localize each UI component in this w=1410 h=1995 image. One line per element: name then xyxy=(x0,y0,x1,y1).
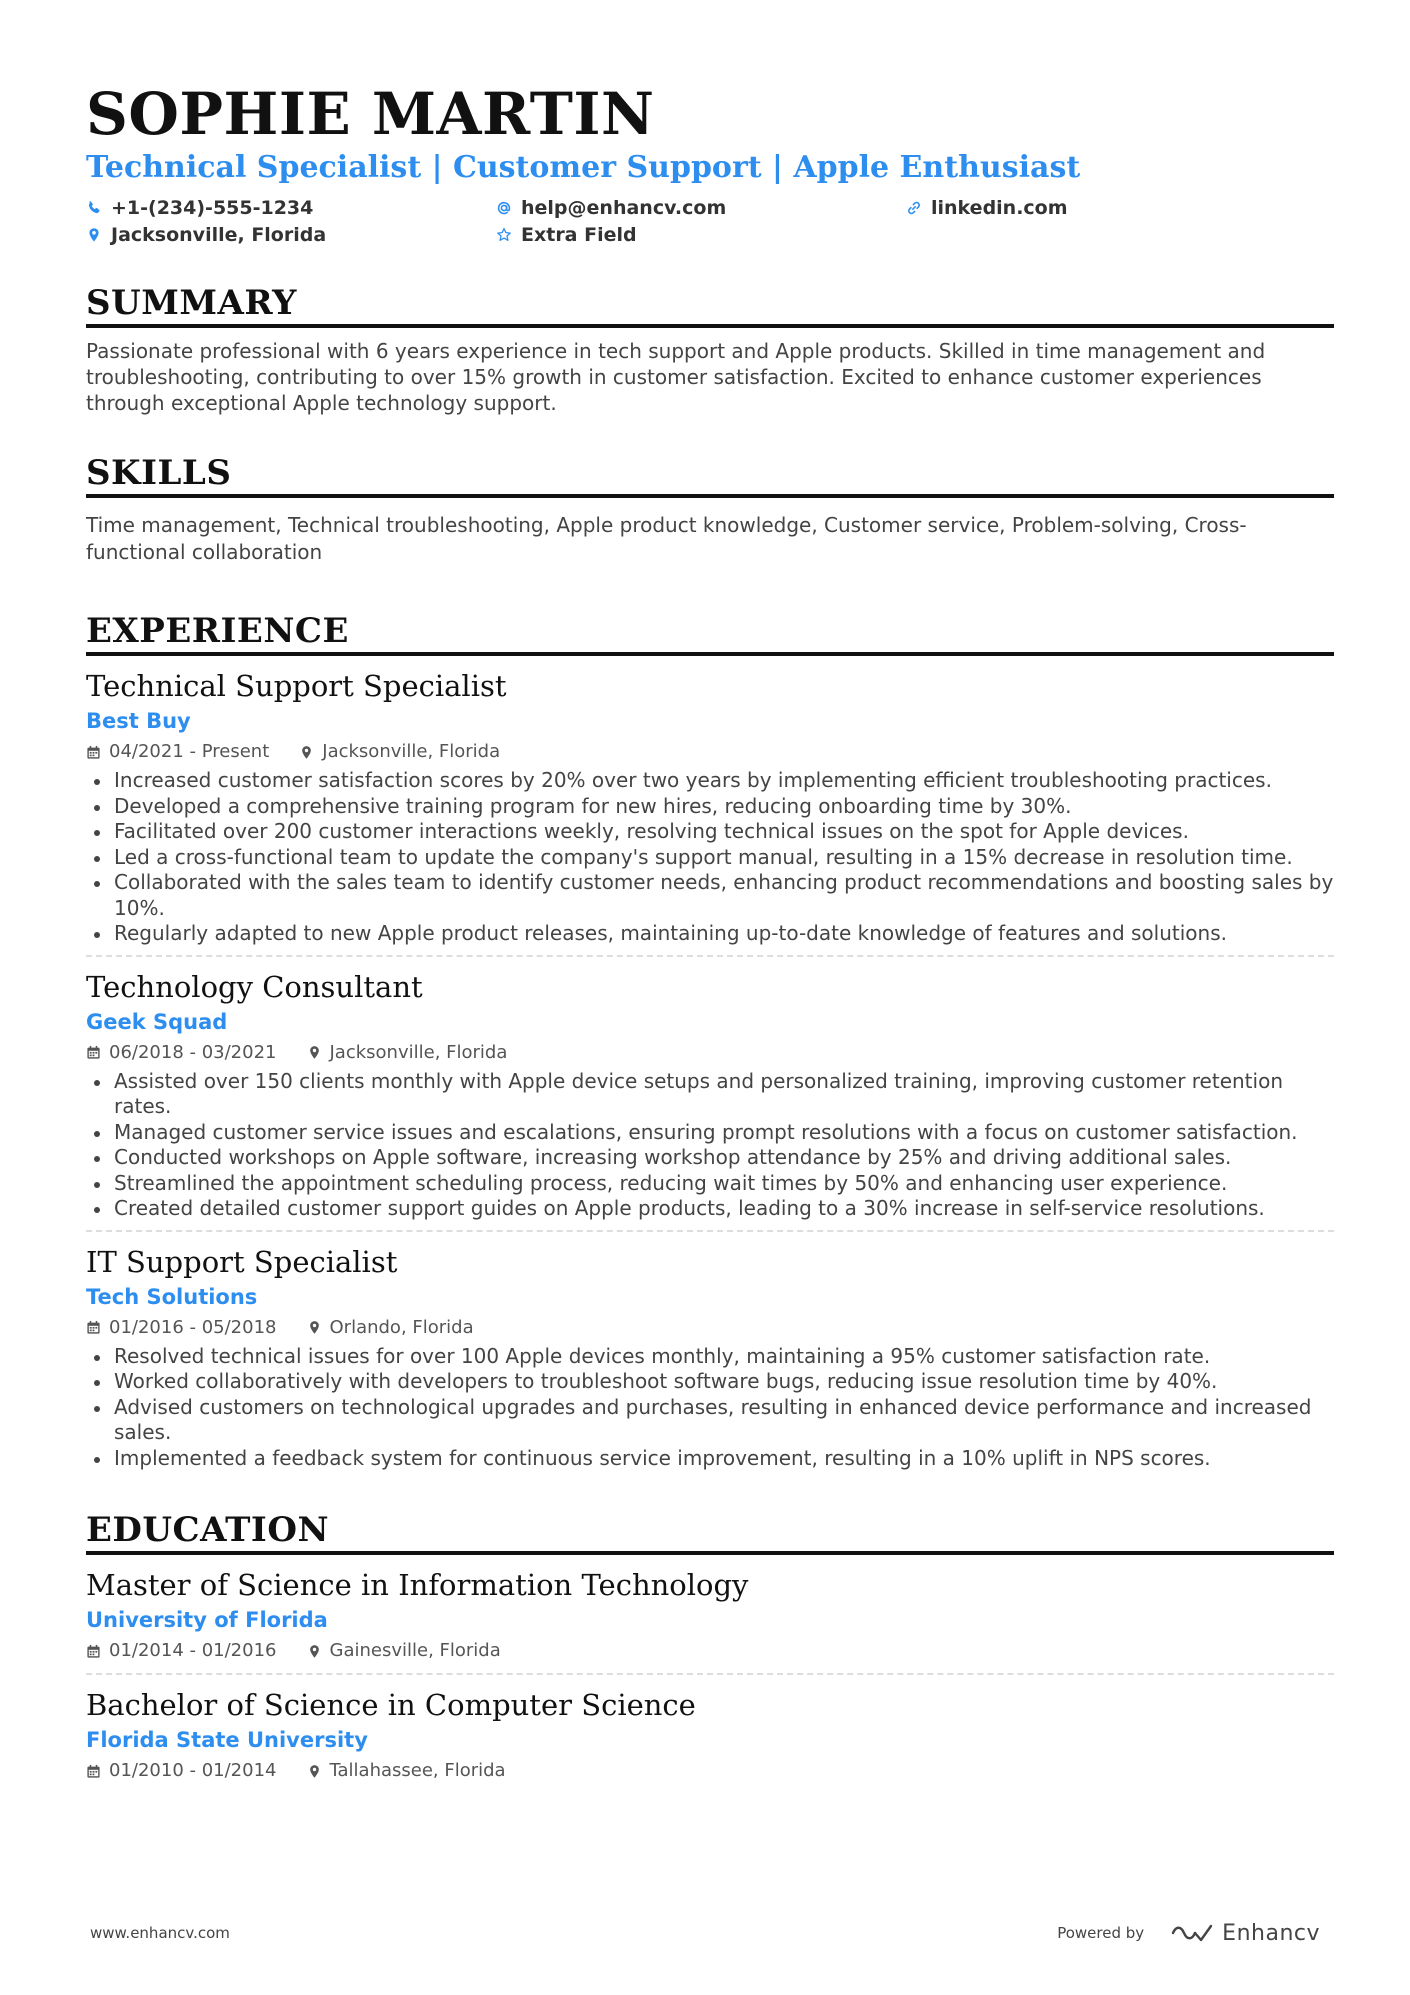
list-item: Managed customer service issues and escalations, ensuring prompt resolutions with a focus on customer satisfaction. xyxy=(86,1120,1334,1146)
education-entry xyxy=(86,1567,1334,1675)
phone-icon xyxy=(86,200,102,216)
skills-title: SKILLS xyxy=(86,452,1334,498)
enhancv-logo[interactable] xyxy=(1170,1921,1320,1946)
education-dates xyxy=(86,1757,277,1785)
job-dates-text: 04/2021 - Present xyxy=(109,741,270,762)
calendar-icon xyxy=(86,1764,101,1779)
education-location xyxy=(307,1637,501,1665)
contact-phone[interactable] xyxy=(86,197,496,219)
resume-content xyxy=(86,78,1334,1793)
skills-section xyxy=(86,452,1334,566)
education-location xyxy=(307,1757,506,1785)
contact-row-2 xyxy=(86,221,1334,248)
contact-linkedin-text: linkedin.com xyxy=(931,196,1068,219)
job-meta xyxy=(86,1314,1334,1342)
contact-email-text: help@enhancv.com xyxy=(521,196,727,219)
map-pin-icon xyxy=(307,1764,322,1779)
list-item: Collaborated with the sales team to identify customer needs, enhancing product recommendations and boosting sales by 10%. xyxy=(86,870,1334,921)
star-icon xyxy=(496,227,512,243)
job-location-text: Jacksonville, Florida xyxy=(322,741,501,762)
candidate-headline: Technical Specialist | Customer Support | Apple Enthusiast xyxy=(86,150,1081,185)
summary-text: Passionate professional with 6 years experience in tech support and Apple products. Skilled in time management and troubleshooting, contributing to over 15% growth in customer satisfaction. Excited to enhance customer experiences through exceptional Apple technology support. xyxy=(86,339,1266,415)
resume-header xyxy=(86,78,1334,248)
list-item: Implemented a feedback system for continuous service improvement, resulting in a 10% uplift in NPS scores. xyxy=(86,1446,1334,1472)
job-location xyxy=(307,1039,508,1067)
education-location-text: Gainesville, Florida xyxy=(329,1640,501,1661)
list-item: Worked collaboratively with developers to troubleshoot software bugs, reducing issue resolution time by 40%. xyxy=(86,1369,1334,1395)
calendar-icon xyxy=(86,1644,101,1659)
job-bullets xyxy=(86,1069,1334,1222)
enhancv-logo-icon xyxy=(1170,1922,1214,1944)
job-location xyxy=(307,1314,474,1342)
contact-email[interactable] xyxy=(496,197,906,219)
degree-title: Master of Science in Information Technology xyxy=(86,1568,749,1602)
job-bullets xyxy=(86,768,1334,947)
job-bullets xyxy=(86,1344,1334,1472)
list-item: Assisted over 150 clients monthly with Apple device setups and personalized training, improving customer retention rates. xyxy=(86,1069,1334,1120)
degree-title: Bachelor of Science in Computer Science xyxy=(86,1688,696,1722)
job-meta xyxy=(86,738,1334,766)
job-title: Technical Support Specialist xyxy=(86,669,507,703)
job-company: Best Buy xyxy=(86,709,191,733)
experience-entry xyxy=(86,668,1334,957)
job-title: Technology Consultant xyxy=(86,969,423,1004)
job-company: Geek Squad xyxy=(86,1009,228,1034)
list-item: Led a cross-functional team to update the company's support manual, resulting in a 15% decrease in resolution time. xyxy=(86,845,1334,871)
calendar-icon xyxy=(86,745,101,760)
link-icon xyxy=(906,200,922,216)
at-icon xyxy=(496,200,512,216)
experience-section xyxy=(86,610,1334,1479)
contact-location xyxy=(86,224,496,246)
experience-title: EXPERIENCE xyxy=(86,610,1334,656)
map-pin-icon xyxy=(299,745,314,760)
skills-text: Time management, Technical troubleshooting, Apple product knowledge, Customer service, Problem-solving, Cross-functional collaboration xyxy=(86,513,1247,564)
list-item: Facilitated over 200 customer interactions weekly, resolving technical issues on the spot for Apple devices. xyxy=(86,819,1334,845)
map-pin-icon xyxy=(307,1320,322,1335)
education-location-text: Tallahassee, Florida xyxy=(329,1760,506,1781)
school-name: University of Florida xyxy=(86,1608,328,1632)
education-dates-text: 01/2014 - 01/2016 xyxy=(109,1640,277,1661)
contact-phone-text: +1-(234)-555-1234 xyxy=(111,196,314,219)
candidate-name: SOPHIE MARTIN xyxy=(86,80,655,148)
job-title: IT Support Specialist xyxy=(86,1244,398,1279)
job-dates-text: 06/2018 - 03/2021 xyxy=(109,1041,277,1063)
experience-entry xyxy=(86,969,1334,1232)
map-pin-icon xyxy=(307,1644,322,1659)
footer-brand xyxy=(1057,1921,1320,1946)
education-entry xyxy=(86,1687,1334,1793)
summary-title: SUMMARY xyxy=(86,282,1334,328)
list-item: Created detailed customer support guides on Apple products, leading to a 30% increase in self-service resolutions. xyxy=(86,1196,1334,1222)
contact-row-1 xyxy=(86,194,1334,221)
experience-entry xyxy=(86,1244,1334,1480)
calendar-icon xyxy=(86,1320,101,1335)
job-dates xyxy=(86,738,269,766)
enhancv-logo-text: Enhancv xyxy=(1222,1920,1320,1946)
job-dates-text: 01/2016 - 05/2018 xyxy=(109,1316,277,1338)
list-item: Regularly adapted to new Apple product releases, maintaining up-to-date knowledge of features and solutions. xyxy=(86,921,1334,947)
contact-extra-text: Extra Field xyxy=(521,223,637,246)
page-footer xyxy=(90,1918,1320,1948)
education-dates-text: 01/2010 - 01/2014 xyxy=(109,1760,277,1781)
list-item: Increased customer satisfaction scores by 20% over two years by implementing efficient troubleshooting practices. xyxy=(86,768,1334,794)
contact-info xyxy=(86,194,1334,248)
education-meta xyxy=(86,1637,1334,1665)
job-dates xyxy=(86,1039,277,1067)
summary-section xyxy=(86,282,1334,416)
list-item: Advised customers on technological upgrades and purchases, resulting in enhanced device performance and increased sales. xyxy=(86,1395,1334,1446)
list-item: Developed a comprehensive training program for new hires, reducing onboarding time by 30%. xyxy=(86,794,1334,820)
footer-powered-by: Powered by xyxy=(1057,1924,1145,1942)
education-meta xyxy=(86,1757,1334,1785)
footer-url[interactable]: www.enhancv.com xyxy=(90,1924,230,1942)
education-section xyxy=(86,1509,1334,1793)
list-item: Streamlined the appointment scheduling process, reducing wait times by 50% and enhancing user experience. xyxy=(86,1171,1334,1197)
job-company: Tech Solutions xyxy=(86,1284,258,1309)
job-meta xyxy=(86,1039,1334,1067)
education-dates xyxy=(86,1637,277,1665)
education-title: EDUCATION xyxy=(86,1509,1334,1555)
list-item: Conducted workshops on Apple software, increasing workshop attendance by 25% and driving additional sales. xyxy=(86,1145,1334,1171)
map-pin-icon xyxy=(86,227,102,243)
job-dates xyxy=(86,1314,277,1342)
contact-extra xyxy=(496,224,906,246)
job-location-text: Orlando, Florida xyxy=(329,1316,474,1338)
map-pin-icon xyxy=(307,1045,322,1060)
contact-location-text: Jacksonville, Florida xyxy=(111,223,327,246)
list-item: Resolved technical issues for over 100 Apple devices monthly, maintaining a 95% customer satisfaction rate. xyxy=(86,1344,1334,1370)
calendar-icon xyxy=(86,1045,101,1060)
job-location-text: Jacksonville, Florida xyxy=(329,1041,508,1063)
contact-linkedin[interactable] xyxy=(906,197,1068,219)
job-location xyxy=(299,738,500,766)
school-name: Florida State University xyxy=(86,1728,368,1752)
